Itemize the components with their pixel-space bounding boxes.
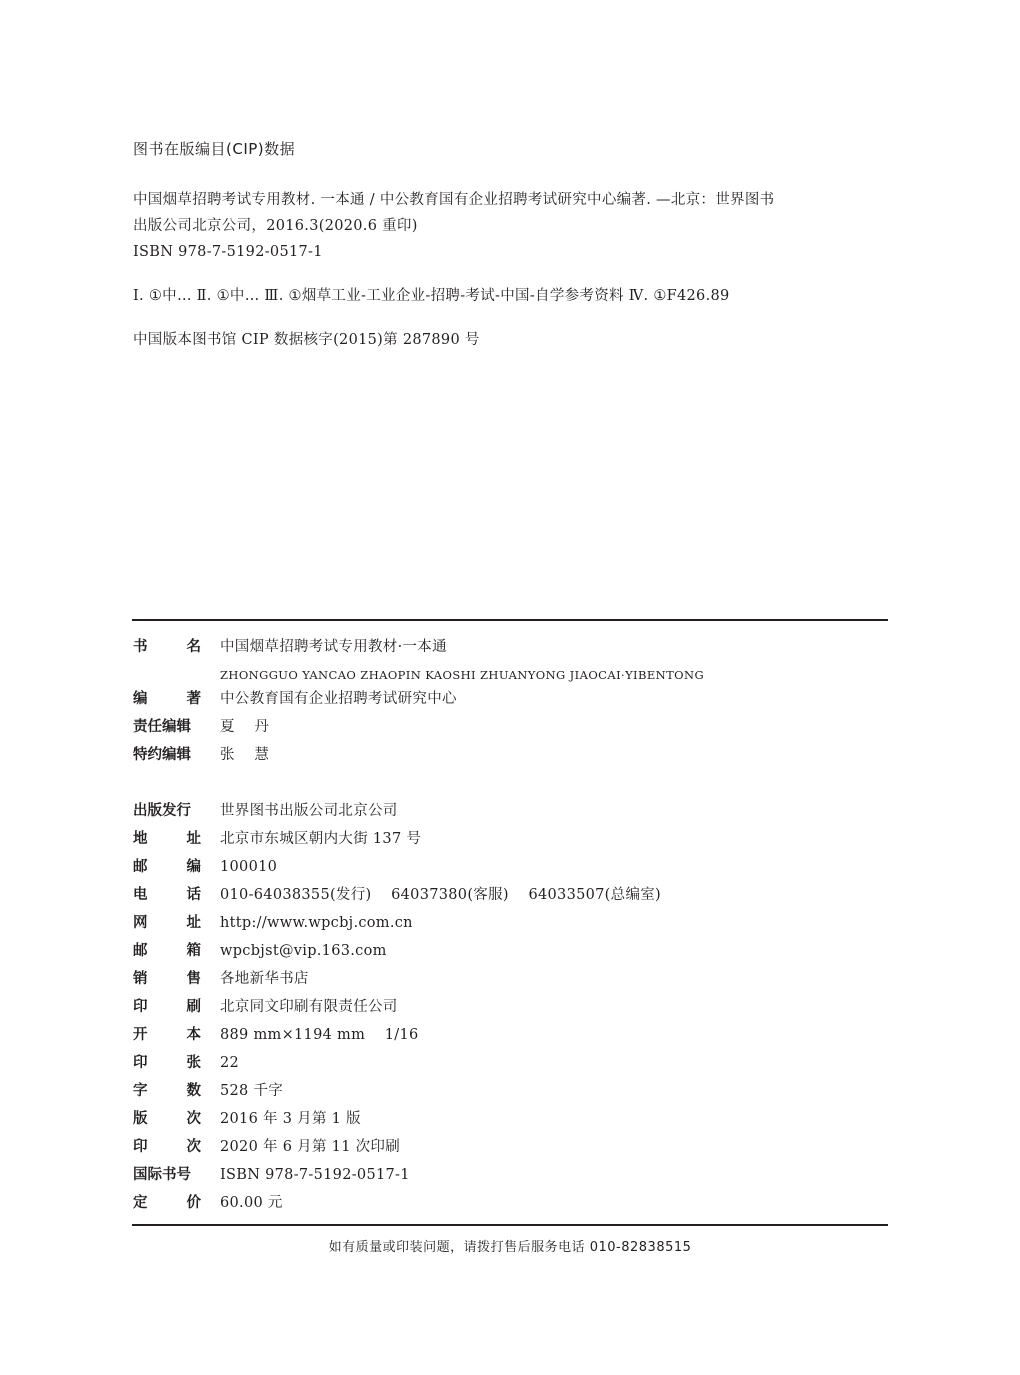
colophon-label: 字 数 <box>133 1083 201 1099</box>
colophon-label: 国际书号 <box>133 1167 191 1183</box>
colophon-label: 书 名 <box>133 639 201 655</box>
format-value: 889 mm×1194 mm 1/16 <box>220 1027 419 1043</box>
colophon-label: 邮 箱 <box>133 943 201 959</box>
book-title: 中国烟草招聘考试专用教材·一本通 <box>220 639 447 655</box>
colophon-row-website <box>133 909 888 937</box>
colophon-row-format <box>133 1021 888 1049</box>
isbn-value: ISBN 978-7-5192-0517-1 <box>220 1167 410 1183</box>
cip-description-line2: 出版公司北京公司，2016.3(2020.6 重印) <box>133 218 418 234</box>
colophon-label: 地 址 <box>133 831 201 847</box>
colophon-row-sheets <box>133 1049 888 1077</box>
quality-notice: 如有质量或印装问题，请拨打售后服务电话 010-82838515 <box>328 1240 692 1255</box>
colophon-label: 出版发行 <box>133 803 191 819</box>
cip-description-line1: 中国烟草招聘考试专用教材. 一本通 / 中公教育国有企业招聘考试研究中心编著. —北京：世界图书 <box>133 192 775 208</box>
printer-value: 北京同文印刷有限责任公司 <box>220 999 398 1015</box>
special-editor-value: 张 慧 <box>220 747 270 763</box>
colophon-row-sales <box>133 965 888 993</box>
editor-value: 夏 丹 <box>220 719 270 735</box>
colophon-label: 印 张 <box>133 1055 201 1071</box>
colophon-row-isbn <box>133 1161 888 1189</box>
colophon-row-address <box>133 825 888 853</box>
colophon-row-word-count <box>133 1077 888 1105</box>
colophon-label: 电 话 <box>133 887 201 903</box>
colophon-label: 开 本 <box>133 1027 201 1043</box>
price-value: 60.00 元 <box>220 1195 283 1211</box>
colophon-row-email <box>133 937 888 965</box>
cip-heading: 图书在版编目(CIP)数据 <box>133 140 296 158</box>
colophon-row-phone <box>133 881 888 909</box>
colophon-table <box>133 633 888 1217</box>
colophon-label: 特约编辑 <box>133 747 191 763</box>
colophon-label: 责任编辑 <box>133 719 191 735</box>
colophon-label: 编 著 <box>133 691 201 707</box>
sales-value: 各地新华书店 <box>220 971 309 987</box>
colophon-row-price <box>133 1189 888 1217</box>
word-count-value: 528 千字 <box>220 1083 284 1099</box>
postcode-value: 100010 <box>220 859 278 875</box>
colophon-spacer <box>133 769 888 797</box>
colophon-row-printing <box>133 1133 888 1161</box>
colophon-label: 定 价 <box>133 1195 201 1211</box>
colophon-label: 印 次 <box>133 1139 201 1155</box>
sheets-value: 22 <box>220 1055 240 1071</box>
colophon-row-author <box>133 685 888 713</box>
publisher-value: 世界图书出版公司北京公司 <box>220 803 398 819</box>
printing-value: 2020 年 6 月第 11 次印刷 <box>220 1139 401 1155</box>
colophon-bottom-rule <box>132 1224 888 1226</box>
book-title-pinyin: ZHONGGUO YANCAO ZHAOPIN KAOSHI ZHUANYONG JIAOCAI·YIBENTONG <box>220 668 705 682</box>
colophon-row-book-title <box>133 633 888 685</box>
colophon-label: 版 次 <box>133 1111 201 1127</box>
cip-section <box>133 138 893 371</box>
colophon-top-rule <box>132 619 888 621</box>
address-value: 北京市东城区朝内大街 137 号 <box>220 831 422 847</box>
colophon-label: 销 售 <box>133 971 201 987</box>
colophon-row-edition <box>133 1105 888 1133</box>
phone-value: 010-64038355(发行) 64037380(客服) 64033507(总编室) <box>220 887 661 903</box>
colophon-row-publisher <box>133 797 888 825</box>
colophon-label: 印 刷 <box>133 999 201 1015</box>
colophon-label: 网 址 <box>133 915 201 931</box>
colophon-row-editor <box>133 713 888 741</box>
cip-isbn: ISBN 978-7-5192-0517-1 <box>133 244 323 260</box>
website-value: http://www.wpcbj.com.cn <box>220 915 413 931</box>
edition-value: 2016 年 3 月第 1 版 <box>220 1111 361 1127</box>
colophon-row-printer <box>133 993 888 1021</box>
colophon-row-special-editor <box>133 741 888 769</box>
email-value: wpcbjst@vip.163.com <box>220 943 387 959</box>
author-value: 中公教育国有企业招聘考试研究中心 <box>220 691 457 707</box>
colophon-label: 邮 编 <box>133 859 201 875</box>
cip-library-record: 中国版本图书馆 CIP 数据核字(2015)第 287890 号 <box>133 332 480 348</box>
colophon-row-postcode <box>133 853 888 881</box>
cip-classification: Ⅰ. ①中… Ⅱ. ①中… Ⅲ. ①烟草工业-工业企业-招聘-考试-中国-自学参考资料 Ⅳ. ①F426.89 <box>133 288 730 304</box>
